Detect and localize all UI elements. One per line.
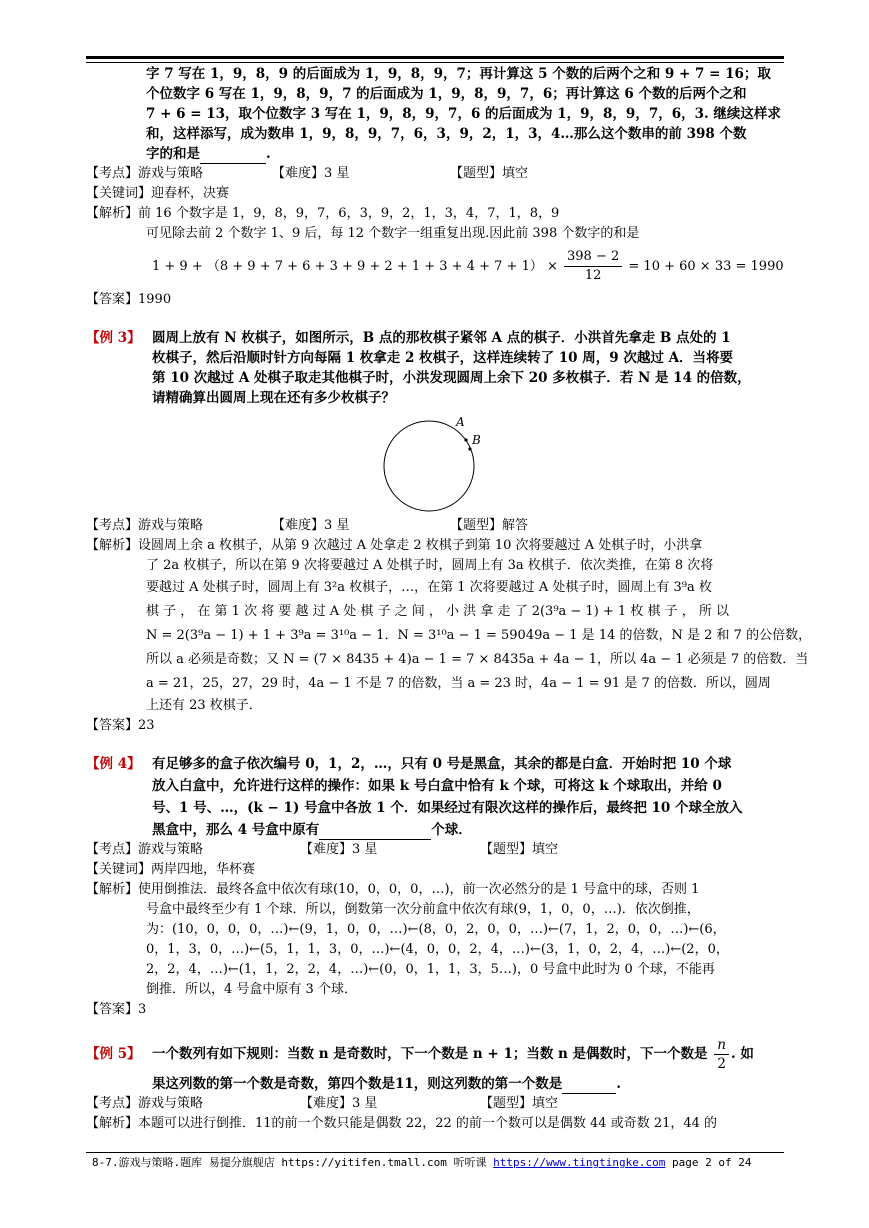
ex4-question-line: 放入白盒中，允许进行这样的操作：如果 k 号白盒中恰有 k 个球，可将这 k 个球取出，并给 0 [152, 778, 722, 794]
tixing-value: 填空 [502, 166, 529, 181]
ex2-analysis-line: 可见除去前 2 个数字 1、9 后，每 12 个数字一组重复出现.因此前 398 个数字的和是 [146, 226, 640, 241]
intro-line: 字 7 写在 1，9，8，9 的后面成为 1，9，8，9，7；再计算这 5 个数的后两个之和 9 + 7 = 16；取 [146, 66, 771, 82]
ex4-question-line: 有足够多的盒子依次编号 0，1，2，…，只有 0 号是黑盒，其余的都是白盒．开始时把 10 个球 [152, 756, 732, 772]
header-rule-thin [86, 62, 784, 63]
ex4-analysis-line: 为：(10，0，0，0，…)←(9，1，0，0，…)←(8，0，2，0，0，…)←(7，1，2，0，0，…)←(6， [146, 922, 726, 937]
keywords-value: 迎春杯，决赛 [151, 186, 230, 201]
ex3-question-line: 第 10 次越过 A 处棋子取走其他棋子时，小洪发现圆周上余下 20 多枚棋子．若 N 是 14 的倍数， [152, 370, 751, 386]
formula-right: = 10 + 60 × 33 = 1990 [628, 259, 784, 274]
ex3-question-line: 枚棋子，然后沿顺时针方向每隔 1 枚拿走 2 枚棋子，这样连续转了 10 周，9 次越过 A．当将要 [152, 350, 734, 366]
intro-line: 字的和是 . [146, 146, 271, 162]
header-rule-thick [86, 56, 784, 59]
footer-text: 8-7.游戏与策略.题库 易提分旗舰店 https://yitifen.tmall.com 听听课 [92, 1156, 494, 1169]
ex5-analysis-line: 【解析】本题可以进行倒推．11的前一个数只能是偶数 22，22 的前一个数可以是偶数 44 或奇数 21，44 的 [86, 1116, 718, 1131]
point-b-label: B [472, 433, 481, 447]
ex3-analysis-line: 所以 a 必须是奇数；又 N = (7 × 8435 + 4)a − 1 = 7 × 8435a + 4a − 1，所以 4a − 1 必须是 7 的倍数．当 [146, 652, 809, 667]
ex2-keywords [86, 184, 229, 204]
ex5-question-line: 一个数列有如下规则：当数 n 是奇数时，下一个数是 n + 1；当数 n 是偶数时，下一个数是 $\frac{n}{2}$ . 如 [152, 1037, 754, 1072]
tixing-label: 【题型】 [450, 166, 503, 181]
ex3-answer: 【答案】23 [86, 718, 155, 733]
ex3-analysis-line: 【解析】设圆周上余 a 枚棋子，从第 9 次越过 A 处拿走 2 枚棋子到第 10 次将要越过 A 处棋子时，小洪拿 [86, 538, 703, 553]
kaodian-value: 游戏与策略 [138, 166, 204, 181]
ex3-analysis-line: 上还有 23 枚棋子． [146, 698, 262, 713]
ex2-answer [86, 290, 171, 310]
fraction-numerator: 398 − 2 [564, 248, 622, 267]
footer-link[interactable]: https://www.tingtingke.com [493, 1156, 666, 1169]
analysis-label: 【解析】 [86, 206, 139, 221]
nandu-label: 【难度】 [272, 166, 325, 181]
intro-line: 7 + 6 = 13，取个位数字 3 写在 1，9，8，9，7，6 的后面成为 1，9，8，9，7，6，3. 继续这样求 [146, 106, 781, 122]
ex4-analysis-line: 【解析】使用倒推法．最终各盒中依次有球(10，0，0，0，…)，前一次必然分的是 1 号盒中的球，否则 1 [86, 882, 700, 897]
answer-blank [200, 149, 266, 164]
ex4-label: 【例 4】 [86, 756, 141, 772]
footer-rule [86, 1152, 784, 1153]
ex4-keywords: 【关键词】两岸四地，华杯赛 [86, 862, 256, 877]
fraction: $\frac{n}{2}$ [714, 1036, 729, 1073]
ex4-question-line: 黑盒中，那么 4 号盒中原有 个球． [152, 822, 472, 838]
ex2-analysis-line [86, 204, 559, 224]
fraction-denominator: 12 [584, 268, 602, 283]
tixing-value: 解答 [502, 518, 529, 533]
ex2-formula [152, 248, 784, 285]
circle [384, 421, 474, 511]
footer-page: page 2 of 24 [665, 1156, 752, 1169]
ex3-question-line: 圆周上放有 N 枚棋子，如图所示，B 点的那枚棋子紧邻 A 点的棋子．小洪首先拿走 B 点处的 1 [152, 330, 731, 346]
ex4-analysis-line: 倒推．所以，4 号盒中原有 3 个球． [146, 982, 357, 997]
kaodian-value: 游戏与策略 [138, 518, 204, 533]
ex4-analysis-line: 2，2，4，…)←(1，1，2，2，4，…)←(0，0，1，1，3，5…)，0 号盒中此时为 0 个球，不能再 [146, 962, 715, 977]
ex4-answer: 【答案】3 [86, 1002, 147, 1017]
intro-line: 个位数字 6 写在 1，9，8，9，7 的后面成为 1，9，8，9，7，6；再计算这 6 个数的后两个之和 [146, 86, 747, 102]
point-b-dot [468, 447, 471, 450]
answer-blank [562, 1079, 616, 1094]
ex3-analysis-line: 了 2a 枚棋子，所以在第 9 次将要越过 A 处棋子时，圆周上有 3a 枚棋子．依次类推，在第 8 次将 [146, 558, 714, 573]
ex5-question-line: 果这列数的第一个数是奇数，第四个数是11，则这列数的第一个数是 . [152, 1076, 621, 1092]
point-a-dot [464, 438, 467, 441]
nandu-value: 3 星 [324, 166, 350, 181]
nandu-value: 3 星 [324, 518, 350, 533]
ex3-label: 【例 3】 [86, 330, 141, 346]
ex4-analysis-line: 0，1，3，0，…)←(5，1，1，3，0，…)←(4，0，0，2，4，…)←(3，1，0，2，4，…)←(2，0， [146, 942, 729, 957]
circle-diagram [376, 412, 496, 518]
answer-label: 【答案】 [86, 292, 139, 307]
keywords-label: 【关键词】 [86, 186, 152, 201]
answer-value: 23 [138, 718, 155, 733]
ex4-question-line: 号、1 号、…，(k − 1) 号盒中各放 1 个．如果经过有限次这样的操作后，最终把 10 个球全放入 [152, 800, 743, 816]
answer-blank [319, 825, 431, 840]
point-a-label: A [456, 415, 465, 429]
ex5-label: 【例 5】 [86, 1046, 141, 1062]
intro-line: 和，这样添写，成为数串 1，9，8，9，7，6，3，9，2，1，3，4…那么这个数串的前 398 个数 [146, 126, 747, 142]
ex4-analysis-line: 号盒中最终至少有 1 个球．所以，倒数第一次分前盒中依次有球(9，1，0，0，…)．依次倒推， [146, 902, 700, 917]
ex3-analysis-line: a = 21，25，27，29 时，4a − 1 不是 7 的倍数，当 a = 23 时，4a − 1 = 91 是 7 的倍数．所以，圆周 [146, 676, 771, 691]
kaodian-label: 【考点】 [86, 166, 139, 181]
analysis-text: 前 16 个数字是 1，9，8，9，7，6，3，9，2，1，3，4，7，1，8，9 [138, 206, 560, 221]
page-footer [92, 1154, 751, 1170]
formula-left: 1 + 9 + （8 + 9 + 7 + 6 + 3 + 9 + 2 + 1 + 3 + 4 + 7 + 1） × [152, 259, 558, 274]
answer-value: 1990 [138, 292, 172, 307]
ex3-analysis-line: 要越过 A 处棋子时，圆周上有 3²a 枚棋子，…，在第 1 次将要越过 A 处棋子时，圆周上有 3⁹a 枚 [146, 580, 712, 595]
ex3-question-line: 请精确算出圆周上现在还有多少枚棋子？ [152, 390, 395, 406]
formula-fraction [564, 248, 622, 285]
intro-line-text: 字的和是 [146, 146, 200, 162]
ex3-analysis-line: N = 2(3⁹a − 1) + 1 + 3⁹a = 3¹⁰a − 1．N = 3¹⁰a − 1 = 59049a − 1 是 14 的倍数，N 是 2 和 7 的公倍数， [146, 628, 812, 643]
ex3-analysis-line: 棋 子 ， 在 第 1 次 将 要 越 过 A 处 棋 子 之 间 ， 小 洪 拿 走 了 2(3⁹a − 1) + 1 枚 棋 子 ， 所 以 [146, 604, 730, 619]
